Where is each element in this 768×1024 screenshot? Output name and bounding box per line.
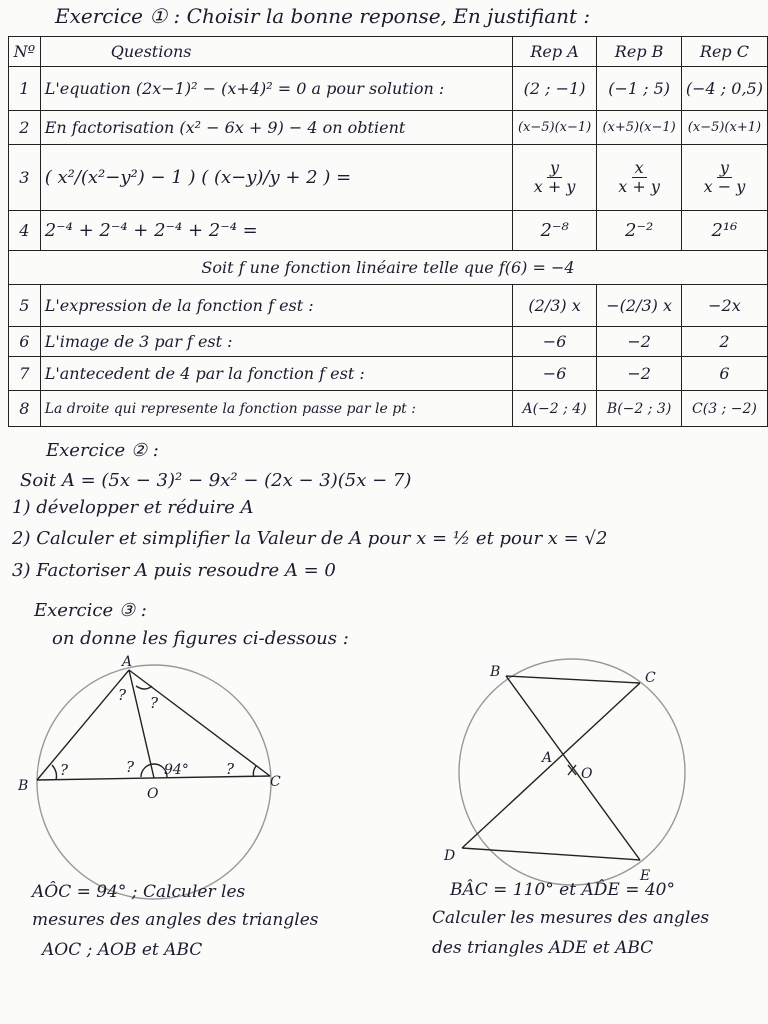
figure-1-unknown-angle: ? [126,758,135,776]
figure-2-label-e: E [640,868,651,884]
figure-1-caption-line-3: AOC ; AOB et ABC [42,940,203,960]
figure-2-caption-line-3: des triangles ADE et ABC [432,938,654,958]
answer-a: 2⁻⁸ [512,211,597,251]
figure-2-circle [459,659,685,885]
answer-a: (2/3) x [512,285,597,327]
question-text: En factorisation (x² − 6x + 9) − 4 on obtient [40,111,512,145]
answer-b: (x+5)(x−1) [597,111,682,145]
exercise-3-intro: on donne les figures ci-dessous : [52,628,349,649]
answer-a: (2 ; −1) [512,67,597,111]
question-text: La droite qui represente la fonction passe par le pt : [40,391,512,427]
figure-1-caption-line-1: AÔC = 94° ; Calculer les [32,882,246,902]
header-rep-c: Rep C [681,37,767,67]
answer-c: (−4 ; 0,5) [681,67,767,111]
row-num: 3 [9,145,41,211]
answer-a-numerator: y [547,159,562,178]
figure-2-caption-line-1: BÂC = 110° et AD̂E = 40° [450,880,675,900]
figure-2-caption-line-2: Calculer les mesures des angles [432,908,710,928]
answer-b: −2 [597,357,682,391]
row-num: 4 [9,211,41,251]
answer-c-denominator: x − y [703,177,746,196]
figure-1-label-c: C [270,774,281,790]
answer-b: −(2/3) x [597,285,682,327]
figure-2-label-a: A [542,750,553,766]
row-num: 6 [9,327,41,357]
question-text: L'equation (2x−1)² − (x+4)² = 0 a pour solution : [40,67,512,111]
answer-c: C(3 ; −2) [681,391,767,427]
answer-a: −6 [512,327,597,357]
figure-1-angle-value: 94° [164,762,189,778]
figure-2-segment-de [462,848,640,860]
question-text: L'image de 3 par f est : [40,327,512,357]
figure-1-unknown-angle: ? [118,686,127,704]
answer-a: −6 [512,357,597,391]
figure-1-label-o: O [147,786,159,802]
answer-c: (x−5)(x+1) [681,111,767,145]
figure-2-label-c: C [645,670,656,686]
answer-a: A(−2 ; 4) [512,391,597,427]
figure-1-unknown-angle: ? [60,761,69,779]
function-statement: Soit f une fonction linéaire telle que f(6) = −4 [9,251,768,285]
answer-b: B(−2 ; 3) [597,391,682,427]
exercise-2-expression: Soit A = (5x − 3)² − 9x² − (2x − 3)(5x − 7) [20,470,412,491]
question-text: ( x²/(x²−y²) − 1 ) ( (x−y)/y + 2 ) = [40,145,512,211]
figure-1-unknown-angle: ? [150,694,159,712]
exercise-2-question-2: 2) Calculer et simplifier la Valeur de A pour x = ½ et pour x = √2 [12,528,608,549]
header-questions: Questions [40,37,512,67]
figure-2-label-o: O [581,766,593,782]
answer-c-numerator: y [717,159,732,178]
figure-2-label-d: D [444,848,456,864]
exercise-2-question-3: 3) Factoriser A puis resoudre A = 0 [12,560,336,581]
exercise-2-question-1: 1) développer et réduire A [12,497,254,518]
row-num: 2 [9,111,41,145]
figure-1-segment-ab [37,670,129,780]
question-text: L'antecedent de 4 par la fonction f est : [40,357,512,391]
figure-2-label-b: B [490,664,501,680]
header-rep-a: Rep A [512,37,597,67]
figure-1-label-b: B [18,778,29,794]
answer-b: (−1 ; 5) [597,67,682,111]
figure-1-caption-line-2: mesures des angles des triangles [32,910,319,930]
figure-2-segment-bc [506,676,640,683]
answer-c: 6 [681,357,767,391]
exercise-1-title: Exercice ① : Choisir la bonne reponse, En justifiant : [55,4,591,28]
figure-1-unknown-angle: ? [226,760,235,778]
figure-1-label-a: A [122,654,133,670]
answer-a-denominator: x + y [533,177,576,196]
answer-c: −2x [681,285,767,327]
figure-1-angle-arc-b [52,765,57,780]
answer-b: −2 [597,327,682,357]
header-num: Nº [9,37,41,67]
figure-2 [459,659,685,885]
answer-b: 2⁻² [597,211,682,251]
answer-b-numerator: x [632,159,647,178]
row-num: 1 [9,67,41,111]
figure-1-angle-arc-c [253,766,256,777]
answer-a: (x−5)(x−1) [512,111,597,145]
row-num: 7 [9,357,41,391]
row-num: 8 [9,391,41,427]
answer-b-denominator: x + y [618,177,660,196]
question-text: L'expression de la fonction f est : [40,285,512,327]
header-rep-b: Rep B [597,37,682,67]
exercise-2-title: Exercice ② : [46,440,159,461]
answer-c: 2¹⁶ [681,211,767,251]
row-num: 5 [9,285,41,327]
answer-c: 2 [681,327,767,357]
question-text: 2⁻⁴ + 2⁻⁴ + 2⁻⁴ + 2⁻⁴ = [40,211,512,251]
figure-1-angle-arc-a [136,686,152,689]
exercise-3-title: Exercice ③ : [34,600,147,621]
